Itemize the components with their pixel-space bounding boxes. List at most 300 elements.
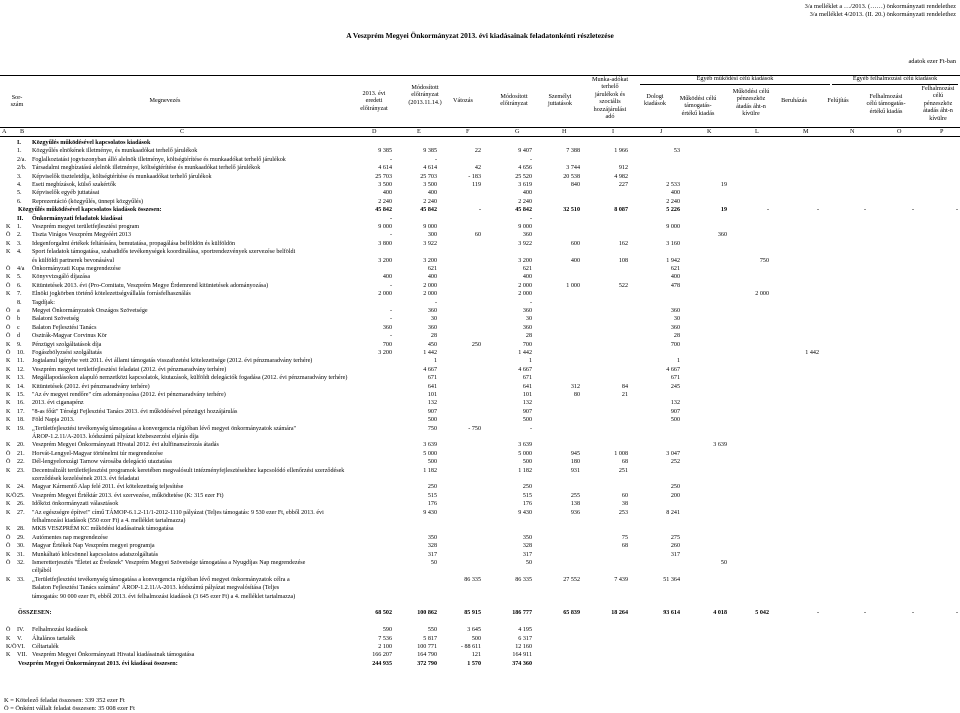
table-row [0,483,960,491]
cell-a: K [6,526,11,533]
cell-f: 250 [471,341,481,348]
cell-p: - [955,610,958,617]
cell-g: 700 [522,341,532,348]
cell-c: "8-as főút" Térségi Fejlesztési Tanács 2013. évi működésével pénzügyi hozzájárulás [32,408,238,415]
cell-b: c [17,324,20,331]
cell-a: K [6,576,11,583]
group-header-felhalmozasi: Egyéb felhalmozási célú kiadások [832,75,958,85]
cell-e: 550 [427,627,437,634]
cell-g: 25 520 [515,173,532,180]
cell-c: Sport feladatok támogatása, szabadidős tevékenységek koordinálása, sportrendezvények szervezése belföldi [32,249,296,256]
cell-g: 621 [522,266,532,272]
cell-c: "Az év megyei rendőre" cím adományozása (2012. évi pénzmaradvány terhére) [32,392,226,398]
cell-g: 45 842 [515,207,532,214]
cell-a: K [6,392,11,398]
cell-e: 750 [427,425,437,432]
cell-e: 400 [427,190,437,197]
cell-h: 80 [573,392,580,398]
cell-b: 10. [17,350,25,356]
cell-c: Kitüntetések (2012. évi pénzmaradvány terhére) [32,383,150,390]
col-letter: A [2,128,7,135]
cell-j: 621 [670,266,680,272]
cell-d: 3 200 [378,257,392,264]
cell-e: 3 922 [423,240,437,247]
cell-d: 3 500 [378,182,392,188]
cell-c: Dél-lengyelországi Tarnow városába delegáció utaztatása [32,459,172,466]
cell-g: 374 360 [512,660,532,667]
cell-j: 500 [670,417,680,424]
cell-a: K [6,291,11,298]
col-header-munkaadoi: Munka-adókat terhelő járulékok és szociális hozzájárulási adó [591,76,629,121]
cell-b: 11. [17,358,25,365]
cell-j: 478 [670,282,680,289]
cell-g: 2 240 [518,198,532,205]
col-header-dologi: Dologi kiadások [644,93,666,108]
cell-g: 641 [522,383,532,390]
cell-b: d [17,333,21,340]
cell-b: 1. [17,224,22,230]
cell-a: K [6,509,11,516]
cell-b: II. [17,215,24,222]
table-row [0,567,960,575]
table-row [0,542,960,550]
cell-h: 7 388 [566,148,580,155]
cell-c: felhalmozási kiadások (550 ezer Ft) a 4. melléklet tartalmazza) [32,518,186,524]
cell-a: K [6,249,11,256]
cell-j: 400 [670,190,680,197]
col-letter: H [562,128,567,135]
cell-g: 400 [522,190,532,197]
cell-a: K [6,240,11,247]
cell-c: Ismeretterjesztés "Életet az Éveknek" Veszprém Megyei Szövetsége támogatása a Nyugdíjas Nap megrendezése [32,560,306,566]
cell-h: 20 538 [563,173,580,180]
col-letter: J [660,128,663,135]
cell-c: szerződések kezelésének 2013. évi feladatai [32,476,140,482]
table-row [0,307,960,315]
cell-b: 2/b. [17,165,27,172]
cell-d: 360 [382,324,392,331]
cell-j: 3 047 [666,450,680,457]
cell-a: K [6,501,11,508]
cell-j: 93 614 [663,610,680,617]
annex-note-2: 3/a melléklet 4/2013. (II. 20.) önkormányzati rendelethez [809,11,956,18]
cell-b: 3. [17,173,22,180]
cell-e: 372 790 [417,660,437,667]
cell-m: - [816,207,819,214]
cell-e: 5 817 [423,635,437,642]
cell-d: - [389,156,392,163]
cell-c: Közgyűlés működésével kapcsolatos kiadások [32,140,151,146]
cell-f: 119 [472,182,481,188]
cell-c: Balaton Fejlesztési Tanács számára" ÁROP-1.2.11/A-2013. kódszámú pályázat megvalósítása (Teljes [32,585,280,592]
cell-e: - [434,299,437,306]
cell-c: Képviselők tiszteletdíja, költségtérítése és munkaadókat terhelő járulékok [32,173,212,180]
cell-j: 400 [670,274,680,281]
cell-a: K [6,425,11,432]
cell-b: V. [17,635,23,642]
cell-a: Ö [6,316,11,323]
cell-c: Könyvvizsgáló díjazása [32,274,91,281]
cell-h: 600 [570,240,580,247]
col-letter: C [180,128,185,135]
table-row [0,559,960,567]
table-row [0,635,960,643]
cell-p: - [955,207,958,214]
cell-c: 2013. évi ciganapénz [32,400,84,407]
cell-h: 32 510 [563,207,580,214]
cell-j: 360 [670,324,680,331]
total-row [0,660,960,668]
table-row [0,332,960,340]
cell-b: 19. [17,425,25,432]
cell-f: 85 915 [464,610,481,617]
cell-g: 350 [522,534,532,541]
cell-h: 945 [570,450,580,457]
table-row [0,651,960,659]
cell-b: 25. [17,492,25,499]
cell-e: 621 [427,266,437,272]
cell-e: 5 000 [423,450,437,457]
table-row [0,231,960,239]
cell-h: 931 [570,467,580,474]
cell-b: 20. [17,442,25,449]
cell-a: Ö [6,308,11,314]
table-row [0,618,960,626]
cell-e: 1 442 [423,350,437,356]
cell-d: 400 [382,190,392,197]
cell-h: 400 [570,257,580,264]
cell-j: 275 [670,534,680,541]
cell-b: 21. [17,450,25,457]
table-row [0,189,960,197]
cell-b: 23. [17,467,25,474]
cell-g: 4 656 [518,165,532,172]
cell-k: 19 [720,182,727,188]
cell-h: 27 552 [563,576,580,583]
table-row [0,584,960,592]
cell-i: 227 [618,182,628,188]
cell-g: 5 000 [518,450,532,457]
table-row [0,601,960,609]
cell-b: b [17,316,21,323]
cell-i: 108 [618,257,628,264]
table-row [0,467,960,475]
cell-a: K [6,442,11,449]
cell-g: 2 000 [518,282,532,289]
cell-a: Ö [6,543,11,550]
unit-label: adatok ezer Ft-ban [908,58,956,65]
cell-e: 2 000 [423,282,437,289]
cell-e: 300 [427,232,437,239]
cell-j: 8 241 [666,509,680,516]
table-row [0,374,960,382]
col-header-megnevezes: Megnevezés [149,97,181,104]
cell-f: 22 [474,148,481,155]
cell-d: - [389,316,392,323]
cell-a: K [6,224,11,230]
cell-j: 51 364 [663,576,680,583]
table-row [0,433,960,441]
col-header-vatozas: Vátozás [453,97,473,104]
cell-a: K [6,551,11,558]
cell-e: 317 [427,551,437,558]
cell-j: 700 [670,341,680,348]
cell-j: 360 [670,308,680,314]
cell-j: 245 [670,383,680,390]
cell-i: 60 [621,492,628,499]
cell-d: 3 800 [378,240,392,247]
cell-a: Ö [6,232,11,239]
cell-j: 30 [673,316,680,323]
cell-c: Horvát-Lengyel-Magyar történelmi túr megrendezése [32,450,163,457]
cell-g: 164 911 [512,652,532,659]
cell-c: Veszprém Megyei Önkormányzati Hivatal 2012. évi alulfinanszírozás átadás [32,442,219,449]
cell-e: 1 [433,358,437,365]
cell-e: 360 [427,308,437,314]
col-header-beruhazas: Beruházás [781,97,807,104]
cell-d: 68 502 [375,610,392,617]
cell-g: 360 [522,308,532,314]
cell-g: 9 407 [518,148,532,155]
cell-g: 186 777 [512,610,532,617]
table-row [0,425,960,433]
cell-e: - [434,156,437,163]
cell-g: 515 [522,492,532,499]
cell-c: Balatoni Szövetség [32,316,79,323]
total-row [0,609,960,617]
cell-c: Megállapodásokon alapuló nemzetközi kapcsolatok, kiutazások, külföldi delegációk fogadása (2012. évi pénzmaradvány terhére) [32,375,348,382]
cell-g: 360 [522,232,532,239]
col-header-eredeti: 2013. évi eredeti előirányzat [360,90,388,112]
cell-h: 936 [570,509,580,516]
cell-g: 3 922 [518,240,532,247]
footnote-onkent: Ö = Önként vállalt feladat összesen: 35 008 ezer Ft [4,705,135,712]
cell-i: 7 439 [614,576,628,583]
table-row [0,458,960,466]
cell-d: - [389,333,392,340]
col-header-mukodesi-tamogatas: Működési célú támogatás- értékű kiadás [679,95,717,117]
cell-e: 450 [427,341,437,348]
cell-b: 4. [17,182,22,188]
cell-j: 5 226 [666,207,680,214]
cell-c: céljából [32,568,52,575]
col-header-modositott1: Módosított előirányzat (2013.11.14.) [408,84,442,106]
cell-n: - [863,207,866,214]
cell-f: - [478,207,481,214]
cell-c: "Az egészségre építve!" című TÁMOP-6.1.2-11/1-2012-1110 pályázat (Teljes támogatás: 9 530 ezer Ft, ebből 2013. évi [32,509,324,516]
table-row [0,416,960,424]
cell-i: 251 [618,467,628,474]
col-header-sorszam: Sor- szám [10,94,24,109]
cell-a: Ö [6,459,11,466]
cell-j: 1 942 [666,257,680,264]
cell-i: 38 [621,501,628,508]
cell-a: K [6,408,11,415]
cell-j: 3 160 [666,240,680,247]
cell-e: 100 771 [417,644,437,650]
cell-e: 2 000 [423,291,437,298]
table-row [0,626,960,634]
cell-g: 101 [522,392,532,398]
cell-g: 4 195 [518,627,532,634]
cell-f: 3 645 [467,627,481,634]
table-row [0,341,960,349]
table-row [0,500,960,508]
cell-c: támogatás: 90 000 ezer Ft, ebből 2013. évi felhalmozási kiadások (3 645 ezer Ft) a 4. melléklet tartalmazza) [32,593,296,600]
cell-j: 2 533 [666,182,680,188]
cell-c: Tiszta Virágos Veszprém Megyéért 2013 [32,232,132,239]
table-row [0,366,960,374]
cell-g: 2 000 [518,291,532,298]
cell-i: 1 008 [614,450,628,457]
page-title: A Veszprém Megyei Önkormányzat 2013. évi kiadásainak feladatonkénti részletezése [346,31,614,40]
cell-j: 132 [670,400,680,407]
col-header-mukodesi-penzeszkoz: Működési célú pénzeszköz átadás áht-n kívülre [732,88,770,118]
cell-b: 31. [17,551,25,558]
cell-b: 12. [17,366,25,373]
cell-g: - [529,215,532,222]
col-letter: E [417,128,421,135]
cell-j: 250 [670,484,680,491]
cell-c: Közgyűlés elnökének illetménye, és munkaadókat terhelő járulékok [32,148,198,155]
cell-c: MKB VESZPRÉM KC működési kiadásainak támogatása [32,526,174,533]
cell-c: Veszprém Megyei Önkormányzat 2013. évi kiadásai összesen: [18,660,178,667]
col-letter: N [850,128,855,135]
cell-g: 328 [522,543,532,550]
cell-i: 162 [618,240,628,247]
cell-f: 500 [471,635,481,642]
cell-j: 260 [670,543,680,550]
col-letter: P [940,128,944,135]
cell-i: 68 [621,459,628,466]
cell-b: 5. [17,190,22,197]
cell-g: - [529,156,532,163]
table-row [0,282,960,290]
cell-i: 8 087 [614,207,628,214]
table-row [0,576,960,584]
cell-c: Általános tartalék [32,635,76,642]
table-row [0,349,960,357]
cell-e: 132 [427,400,437,407]
cell-f: 1 570 [467,660,481,667]
cell-c: Balaton Fejlesztési Tanács [32,324,97,331]
cell-g: 30 [525,316,532,323]
cell-e: 2 240 [423,198,437,205]
cell-c: Elnöki jogkörben történő kötelezettségvállalás forrásfelhasználás [32,291,191,298]
cell-c: Időközi önkormányzati választások [32,501,119,508]
cell-b: 22. [17,459,25,466]
cell-j: 317 [670,551,680,558]
cell-g: - [529,425,532,432]
cell-b: 2. [17,232,22,239]
cell-g: 671 [522,375,532,382]
cell-g: 9 430 [518,509,532,516]
cell-b: 26. [17,501,25,508]
cell-g: 28 [525,333,532,340]
cell-c: ÖSSZESEN: [18,610,52,617]
col-letter: G [515,128,520,135]
cell-e: 500 [427,459,437,466]
cell-e: 176 [427,501,437,508]
cell-g: 3 639 [518,442,532,449]
cell-e: 28 [430,333,437,340]
cell-j: 907 [670,408,680,415]
table-row [0,517,960,525]
cell-d: 244 935 [372,660,392,667]
cell-d: 9 000 [378,224,392,230]
cell-j: 252 [670,459,680,466]
cell-j: 1 [676,358,680,365]
cell-b: 6. [17,198,22,205]
cell-c: Pénzügyi szolgáltatások díja [32,341,102,348]
table-row [0,173,960,181]
cell-b: 33. [17,576,25,583]
cell-g: 3 619 [518,182,532,188]
col-header-felujitas: Felújítás [827,97,849,104]
cell-i: 1 966 [614,148,628,155]
cell-e: 100 862 [417,610,437,617]
cell-e: 101 [427,392,437,398]
cell-b: 24. [17,484,25,491]
cell-c: Önkormányzati Kupa megrendezése [32,266,121,272]
cell-c: Fogászbölyzsési szolgáltatás [32,350,102,356]
cell-b: 14. [17,383,25,390]
cell-j: 9 000 [666,224,680,230]
cell-i: 68 [621,543,628,550]
cell-j: 53 [673,148,680,155]
cell-f: 86 335 [464,576,481,583]
cell-e: 328 [427,543,437,550]
cell-b: 27. [17,509,25,516]
table-row [0,450,960,458]
cell-d: - [389,232,392,239]
cell-i: 912 [618,165,628,172]
cell-d: 2 240 [378,198,392,205]
cell-b: a [17,308,20,314]
cell-e: 9 430 [423,509,437,516]
cell-j: 28 [673,333,680,340]
cell-d: 4 614 [378,165,392,172]
table-row [0,492,960,500]
cell-g: 3 200 [518,257,532,264]
col-letter: I [612,128,615,135]
cell-b: 6. [17,282,22,289]
cell-l: 750 [759,257,769,264]
cell-h: 840 [570,182,580,188]
cell-g: 360 [522,324,532,331]
cell-o: - [911,207,914,214]
cell-b: 1. [17,148,22,155]
cell-b: 15. [17,392,25,398]
cell-k: 19 [720,207,727,214]
cell-i: 522 [618,282,628,289]
cell-f: 121 [471,652,481,659]
cell-b: 16. [17,400,25,407]
table-row [0,391,960,399]
table-row [0,509,960,517]
col-letter: B [20,128,25,135]
cell-g: 500 [522,459,532,466]
cell-a: K [6,274,11,281]
letter-row-rule [0,136,960,137]
cell-a: K/Ö [6,492,17,499]
cell-b: IV. [17,627,25,634]
cell-a: Ö [6,534,11,541]
cell-k: 360 [717,232,727,239]
cell-c: Foglalkoztatási jogviszonyban álló alelnök illetménye, költségtérítése és munkaadókat terhelő járulékok [32,156,286,163]
cell-h: 138 [570,501,580,508]
cell-e: 671 [427,375,437,382]
